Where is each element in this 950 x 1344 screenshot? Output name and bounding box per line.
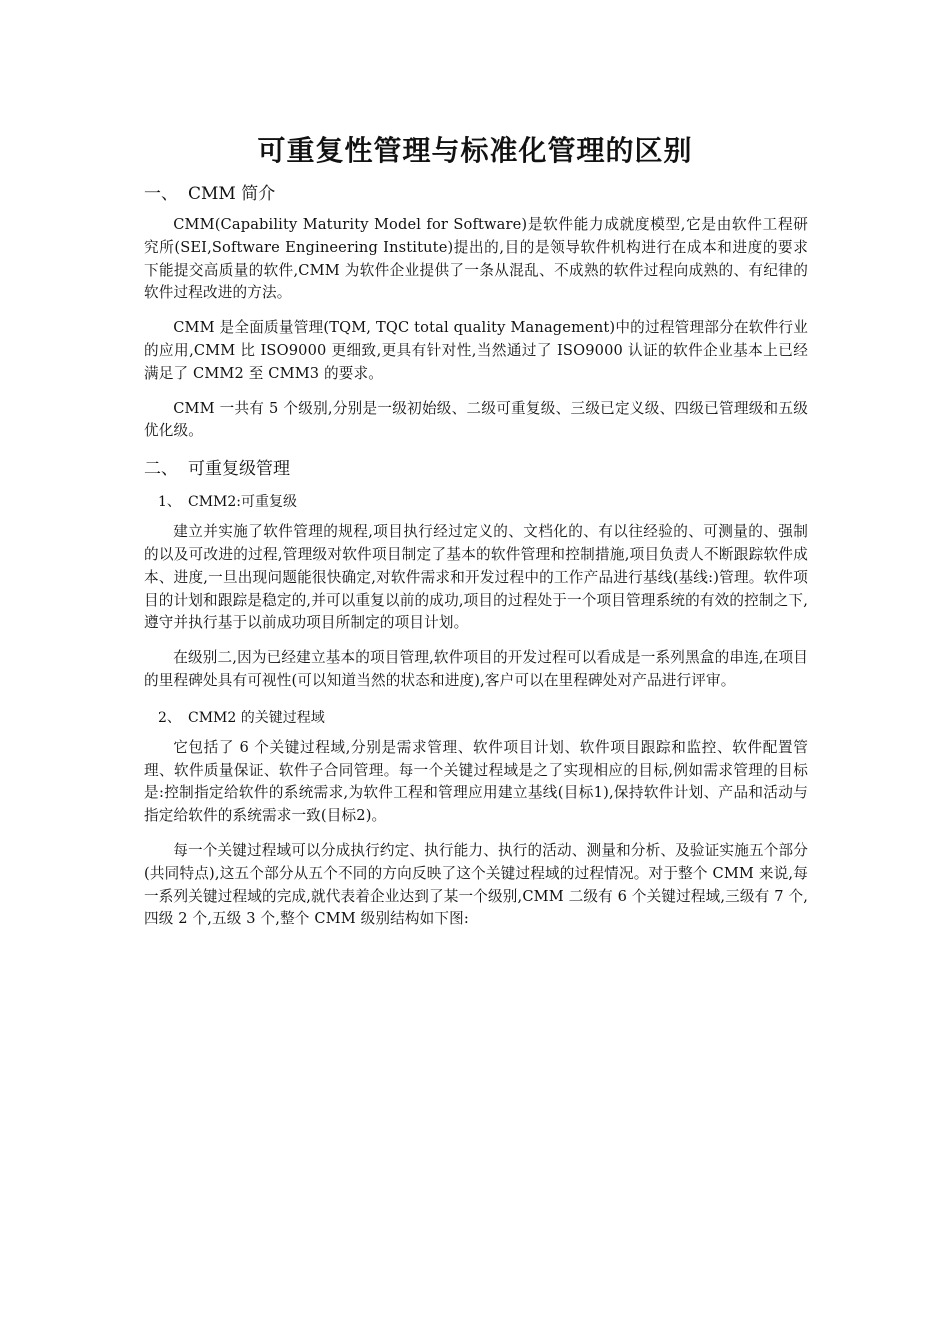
section-heading-intro (144, 180, 808, 208)
section-number: 一、 (144, 184, 178, 204)
subsection-heading-cmm2 (158, 489, 808, 515)
paragraph: CMM(Capability Maturity Model for Software)是软件能力成就度模型,它是由软件工程研究所(SEI,Software Engineering Institute)提出的,目的是领导软件机构进行在成本和进度的要求下能提交高质量的软件,CMM 为软件企业提供了一条从混乱、不成熟的软件过程向成熟的、有纪律的软件过程改进的方法。 (144, 216, 808, 302)
paragraph: CMM 一共有 5 个级别,分别是一级初始级、二级可重复级、三级已定义级、四级已管理级和五级优化级。 (144, 399, 808, 440)
paragraph: CMM 是全面质量管理(TQM, TQC total quality Management)中的过程管理部分在软件行业的应用,CMM 比 ISO9000 更细致,更具有针对性,当然通过了 ISO9000 认证的软件企业基本上已经满足了 CMM2 至 CMM3 的要求。 (144, 319, 808, 382)
document-body (144, 180, 808, 943)
subsection-heading-kpa (158, 705, 808, 731)
subsection-number: 1、 (158, 494, 181, 511)
subsection-title: CMM2 的关键过程域 (188, 709, 325, 726)
paragraph: 在级别二,因为已经建立基本的项目管理,软件项目的开发过程可以看成是一系列黑盒的串连,在项目的里程碑处具有可视性(可以知道当然的状态和进度),客户可以在里程碑处对产品进行评审。 (144, 649, 808, 689)
subsection-title: CMM2:可重复级 (188, 494, 298, 511)
paragraph: 每一个关键过程域可以分成执行约定、执行能力、执行的活动、测量和分析、及验证实施五个部分(共同特点),这五个部分从五个不同的方向反映了这个关键过程域的过程情况。对于整个 CMM 来说,每一系列关键过程域的完成,就代表着企业达到了某一个级别,CMM 二级有 6 个关键过程域,三级有 7 个,四级 2 个,五级 3 个,整个 CMM 级别结构如下图: (144, 841, 808, 928)
subsection-number: 2、 (158, 709, 181, 726)
paragraph: 建立并实施了软件管理的规程,项目执行经过定义的、文档化的、有以往经验的、可测量的、强制的以及可改进的过程,管理级对软件项目制定了基本的软件管理和控制措施,项目负责人不断跟踪软件成本、进度,一旦出现问题能很快确定,对软件需求和开发过程中的工作产品进行基线(基线:)管理。软件项目的计划和跟踪是稳定的,并可以重复以前的成功,项目的过程处于一个项目管理系统的有效的控制之下,遵守并执行基于以前成功项目所制定的项目计划。 (144, 523, 808, 632)
section-number: 二、 (144, 459, 178, 480)
section-title: 可重复级管理 (188, 459, 290, 480)
section-title: CMM 简介 (188, 184, 276, 204)
document-title: 可重复性管理与标准化管理的区别 (257, 134, 693, 167)
section-heading-repeatable (144, 455, 808, 483)
paragraph: 它包括了 6 个关键过程域,分别是需求管理、软件项目计划、软件项目跟踪和监控、软件配置管理、软件质量保证、软件子合同管理。每一个关键过程域是之了实现相应的目标,例如需求管理的目标是:控制指定给软件的系统需求,为软件工程和管理应用建立基线(目标1),保持软件计划、产品和活动与指定给软件的系统需求一致(目标2)。 (144, 738, 808, 825)
